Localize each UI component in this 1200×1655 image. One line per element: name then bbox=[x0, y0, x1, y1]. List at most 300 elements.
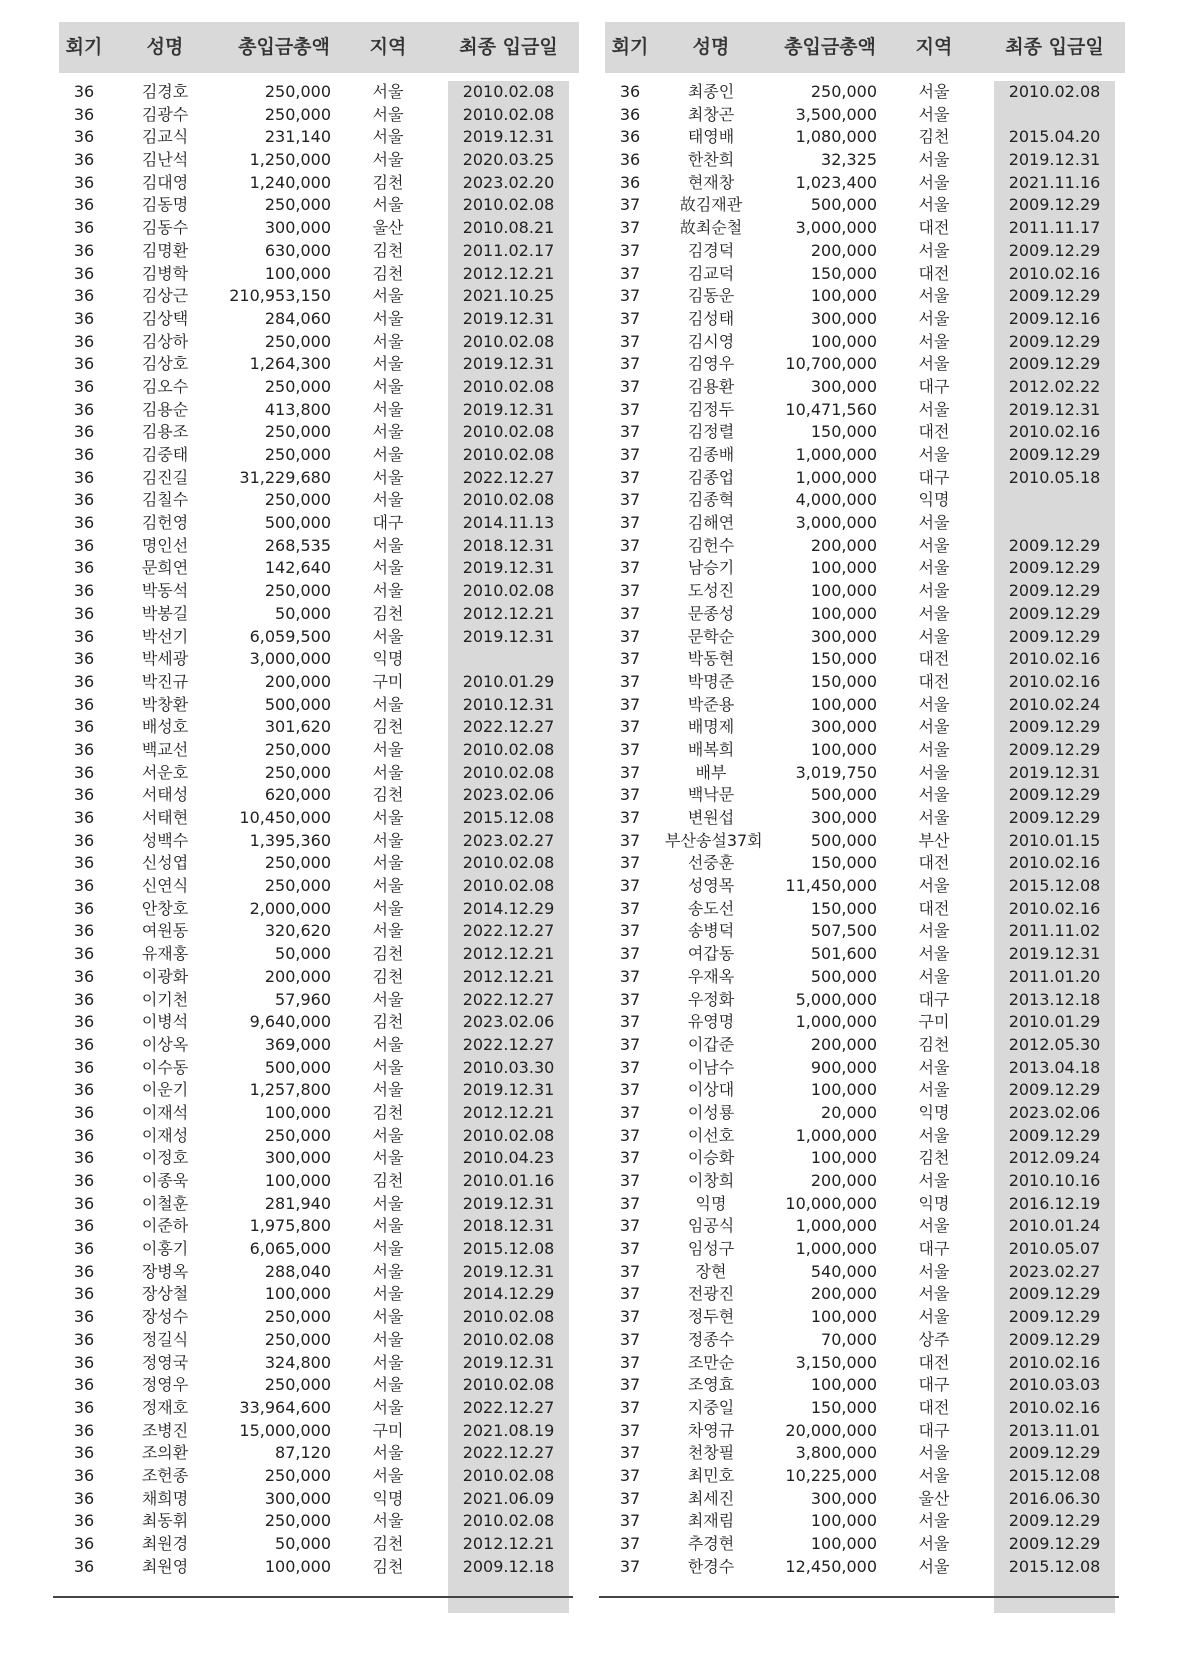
table-row bbox=[59, 1465, 579, 1488]
table-row bbox=[605, 81, 1125, 104]
row-name: 이정호 bbox=[141, 1148, 189, 1168]
row-round: 36 bbox=[73, 808, 95, 827]
row-round: 36 bbox=[73, 331, 95, 351]
row-date: 2009.12.29 bbox=[1008, 1329, 1101, 1349]
row-region: 서울 bbox=[372, 104, 404, 124]
row-region: 구미 bbox=[372, 671, 404, 691]
row-round: 37 bbox=[619, 490, 641, 510]
row-date: 2010.03.30 bbox=[462, 1057, 555, 1077]
row-round: 36 bbox=[73, 1057, 95, 1077]
row-round: 37 bbox=[619, 717, 641, 737]
row-region: 서울 bbox=[372, 354, 404, 374]
row-region: 서울 bbox=[918, 1171, 950, 1190]
row-date: 2023.02.20 bbox=[462, 172, 555, 192]
row-region: 서울 bbox=[918, 921, 950, 941]
row-region: 상주 bbox=[918, 1329, 950, 1349]
row-name: 조의환 bbox=[141, 1443, 189, 1463]
table-row bbox=[605, 1374, 1125, 1397]
row-region: 서울 bbox=[372, 1465, 404, 1485]
row-name: 김오수 bbox=[141, 376, 189, 396]
row-name: 정종수 bbox=[687, 1329, 735, 1349]
row-name: 김동수 bbox=[141, 218, 189, 238]
table-row bbox=[59, 1011, 579, 1034]
row-date: 2015.04.20 bbox=[1008, 127, 1101, 147]
row-date: 2009.12.29 bbox=[1008, 1511, 1101, 1531]
row-amount: 10,450,000 bbox=[239, 808, 331, 827]
row-round: 37 bbox=[619, 1284, 641, 1304]
row-round: 37 bbox=[619, 1261, 641, 1281]
row-name: 추경현 bbox=[687, 1534, 735, 1553]
row-date: 2012.05.30 bbox=[1008, 1034, 1101, 1054]
row-amount: 210,953,150 bbox=[229, 286, 331, 306]
row-round: 37 bbox=[619, 240, 641, 260]
row-round: 37 bbox=[619, 671, 641, 691]
table-body bbox=[605, 81, 1125, 1578]
row-date: 2010.01.29 bbox=[1008, 1012, 1101, 1032]
row-amount: 250,000 bbox=[264, 853, 331, 873]
table-row bbox=[59, 580, 579, 603]
row-date: 2009.12.29 bbox=[1008, 785, 1101, 805]
row-round: 37 bbox=[619, 218, 641, 238]
row-date: 2010.05.07 bbox=[1008, 1239, 1101, 1259]
table-row bbox=[605, 353, 1125, 376]
row-amount: 250,000 bbox=[264, 1307, 331, 1327]
row-region: 서울 bbox=[918, 1284, 950, 1304]
row-round: 37 bbox=[619, 1329, 641, 1349]
row-region: 서울 bbox=[372, 694, 404, 714]
header-name: 성명 bbox=[146, 36, 184, 58]
row-amount: 1,000,000 bbox=[795, 1125, 877, 1145]
row-amount: 300,000 bbox=[264, 1488, 331, 1508]
row-date: 2009.12.29 bbox=[1008, 354, 1101, 374]
row-date: 2010.02.08 bbox=[462, 581, 555, 601]
row-round: 36 bbox=[73, 762, 95, 782]
table-row bbox=[59, 331, 579, 354]
row-region: 서울 bbox=[918, 1057, 950, 1077]
row-name: 서운호 bbox=[141, 762, 189, 782]
table-row bbox=[59, 626, 579, 649]
row-name: 이병석 bbox=[141, 1012, 189, 1032]
row-amount: 5,000,000 bbox=[795, 989, 877, 1009]
row-date: 2010.01.16 bbox=[462, 1171, 555, 1190]
table-row bbox=[59, 1125, 579, 1148]
row-name: 이갑준 bbox=[687, 1034, 735, 1054]
row-name: 이광화 bbox=[141, 966, 189, 986]
row-region: 서울 bbox=[372, 376, 404, 396]
row-amount: 500,000 bbox=[264, 1057, 331, 1077]
row-amount: 250,000 bbox=[264, 1329, 331, 1349]
row-amount: 200,000 bbox=[810, 535, 877, 555]
row-region: 대전 bbox=[918, 263, 950, 283]
row-region: 대구 bbox=[918, 989, 950, 1009]
row-name: 신연식 bbox=[141, 876, 189, 896]
row-round: 36 bbox=[73, 876, 95, 896]
row-region: 서울 bbox=[918, 603, 950, 623]
row-region: 대전 bbox=[918, 671, 950, 691]
row-amount: 3,500,000 bbox=[795, 104, 877, 124]
row-amount: 32,325 bbox=[821, 150, 877, 170]
row-region: 서울 bbox=[372, 989, 404, 1009]
row-amount: 4,000,000 bbox=[795, 490, 877, 510]
row-amount: 100,000 bbox=[810, 1307, 877, 1327]
row-name: 조만순 bbox=[687, 1352, 735, 1372]
row-round: 37 bbox=[619, 853, 641, 873]
table-row bbox=[59, 1238, 579, 1261]
row-region: 울산 bbox=[372, 218, 404, 238]
row-name: 이종욱 bbox=[141, 1171, 189, 1190]
row-round: 37 bbox=[619, 1375, 641, 1395]
row-date: 2019.12.31 bbox=[462, 1193, 555, 1213]
table-bottom-rule bbox=[53, 1596, 573, 1598]
row-amount: 630,000 bbox=[264, 240, 331, 260]
table-row bbox=[59, 81, 579, 104]
row-round: 36 bbox=[73, 1102, 95, 1122]
table-row bbox=[605, 1034, 1125, 1057]
row-round: 37 bbox=[619, 1080, 641, 1100]
table-row bbox=[605, 875, 1125, 898]
row-name: 김교덕 bbox=[687, 263, 735, 283]
row-name: 김상호 bbox=[141, 354, 189, 374]
row-region: 서울 bbox=[372, 331, 404, 351]
row-region: 서울 bbox=[372, 1216, 404, 1236]
row-amount: 3,019,750 bbox=[795, 762, 877, 782]
table-row bbox=[605, 512, 1125, 535]
row-amount: 250,000 bbox=[264, 195, 331, 215]
row-amount: 301,620 bbox=[264, 717, 331, 737]
row-round: 36 bbox=[73, 445, 95, 464]
row-round: 37 bbox=[619, 603, 641, 623]
row-region: 서울 bbox=[372, 467, 404, 487]
row-round: 37 bbox=[619, 513, 641, 533]
row-date: 2009.12.29 bbox=[1008, 739, 1101, 759]
row-date: 2009.12.18 bbox=[462, 1556, 555, 1576]
table-row bbox=[59, 376, 579, 399]
row-date: 2015.12.08 bbox=[1008, 876, 1101, 896]
row-date: 2019.12.31 bbox=[1008, 399, 1101, 419]
table-row bbox=[59, 308, 579, 331]
row-date: 2018.12.31 bbox=[462, 1216, 555, 1236]
row-name: 배부 bbox=[695, 762, 727, 782]
row-name: 문희연 bbox=[141, 558, 189, 578]
row-amount: 9,640,000 bbox=[249, 1012, 331, 1032]
table-row bbox=[605, 1352, 1125, 1375]
row-date: 2010.01.15 bbox=[1008, 830, 1101, 850]
row-amount: 500,000 bbox=[264, 513, 331, 533]
row-region: 서울 bbox=[372, 399, 404, 419]
table-row bbox=[59, 1420, 579, 1443]
table-row bbox=[605, 1442, 1125, 1465]
table-row bbox=[59, 240, 579, 263]
row-region: 대전 bbox=[918, 898, 950, 918]
row-date: 2010.02.24 bbox=[1008, 694, 1101, 714]
header-date: 최종 입금일 bbox=[459, 36, 558, 58]
row-amount: 1,264,300 bbox=[249, 354, 331, 374]
row-name: 지중일 bbox=[687, 1397, 735, 1417]
row-name: 김성태 bbox=[687, 308, 735, 328]
row-date: 2014.12.29 bbox=[462, 1284, 555, 1304]
row-region: 부산 bbox=[918, 830, 950, 850]
row-round: 37 bbox=[619, 898, 641, 918]
row-name: 이철훈 bbox=[141, 1193, 189, 1213]
row-round: 36 bbox=[619, 104, 641, 124]
row-region: 서울 bbox=[918, 82, 950, 101]
table-row bbox=[605, 399, 1125, 422]
row-date: 2009.12.29 bbox=[1008, 331, 1101, 351]
table-row bbox=[605, 1147, 1125, 1170]
table-row bbox=[605, 263, 1125, 286]
row-date: 2009.12.29 bbox=[1008, 717, 1101, 737]
row-round: 36 bbox=[73, 354, 95, 374]
row-date: 2010.12.31 bbox=[462, 694, 555, 714]
table-row bbox=[59, 421, 579, 444]
row-round: 36 bbox=[73, 649, 95, 669]
row-round: 36 bbox=[73, 1148, 95, 1168]
row-region: 서울 bbox=[918, 1216, 950, 1236]
row-amount: 150,000 bbox=[810, 1397, 877, 1417]
row-amount: 100,000 bbox=[810, 1511, 877, 1531]
row-region: 서울 bbox=[372, 1307, 404, 1327]
row-round: 36 bbox=[73, 581, 95, 601]
row-name: 변원섭 bbox=[687, 808, 735, 827]
row-name: 박명준 bbox=[687, 671, 735, 691]
header-amount: 총입금총액 bbox=[784, 36, 876, 58]
row-name: 김대영 bbox=[141, 172, 189, 192]
table-row bbox=[59, 1102, 579, 1125]
row-name: 서태현 bbox=[141, 808, 189, 827]
row-amount: 57,960 bbox=[275, 989, 331, 1009]
row-region: 서울 bbox=[372, 150, 404, 170]
row-amount: 100,000 bbox=[264, 1171, 331, 1190]
table-row bbox=[605, 784, 1125, 807]
row-round: 36 bbox=[73, 558, 95, 578]
row-round: 37 bbox=[619, 694, 641, 714]
row-region: 김천 bbox=[372, 172, 404, 192]
table-row bbox=[605, 557, 1125, 580]
row-name: 최원영 bbox=[141, 1556, 189, 1576]
row-round: 36 bbox=[73, 1511, 95, 1531]
row-round: 36 bbox=[73, 1352, 95, 1372]
row-region: 김천 bbox=[372, 263, 404, 283]
row-region: 대전 bbox=[918, 422, 950, 442]
row-date: 2012.12.21 bbox=[462, 263, 555, 283]
row-date: 2023.02.27 bbox=[1008, 1261, 1101, 1281]
row-round: 37 bbox=[619, 1465, 641, 1485]
row-name: 최원경 bbox=[141, 1534, 189, 1553]
row-round: 36 bbox=[73, 1420, 95, 1440]
row-round: 37 bbox=[619, 1125, 641, 1145]
row-round: 36 bbox=[73, 785, 95, 805]
row-name: 정영우 bbox=[141, 1375, 189, 1395]
table-row bbox=[605, 603, 1125, 626]
row-date: 2019.12.31 bbox=[1008, 150, 1101, 170]
table-bottom-rule bbox=[599, 1596, 1119, 1598]
row-name: 김용순 bbox=[141, 399, 189, 419]
table-body bbox=[59, 81, 579, 1578]
row-date: 2019.12.31 bbox=[1008, 762, 1101, 782]
table-row bbox=[605, 580, 1125, 603]
row-amount: 100,000 bbox=[810, 581, 877, 601]
row-date: 2010.02.16 bbox=[1008, 263, 1101, 283]
row-round: 37 bbox=[619, 263, 641, 283]
table-row bbox=[605, 943, 1125, 966]
row-round: 37 bbox=[619, 308, 641, 328]
row-region: 서울 bbox=[918, 286, 950, 306]
row-date: 2011.11.02 bbox=[1008, 921, 1101, 941]
row-name: 천창필 bbox=[687, 1443, 735, 1463]
row-name: 정재호 bbox=[141, 1397, 189, 1417]
row-date: 2015.12.08 bbox=[462, 1239, 555, 1259]
row-date: 2023.02.06 bbox=[1008, 1102, 1101, 1122]
row-name: 김동운 bbox=[687, 286, 735, 306]
row-name: 현재창 bbox=[687, 172, 735, 192]
row-name: 선중훈 bbox=[687, 853, 735, 873]
row-amount: 288,040 bbox=[264, 1261, 331, 1281]
row-amount: 10,000,000 bbox=[785, 1193, 877, 1213]
table-row bbox=[59, 217, 579, 240]
table-row bbox=[605, 489, 1125, 512]
row-name: 태영배 bbox=[687, 127, 735, 147]
row-amount: 300,000 bbox=[264, 1148, 331, 1168]
row-round: 36 bbox=[73, 694, 95, 714]
row-name: 이재성 bbox=[141, 1125, 189, 1145]
row-round: 37 bbox=[619, 944, 641, 964]
table-row bbox=[605, 217, 1125, 240]
row-round: 36 bbox=[73, 830, 95, 850]
row-name: 김경덕 bbox=[687, 240, 735, 260]
row-region: 서울 bbox=[372, 739, 404, 759]
row-round: 37 bbox=[619, 739, 641, 759]
row-amount: 12,450,000 bbox=[785, 1556, 877, 1576]
row-name: 최세진 bbox=[687, 1488, 735, 1508]
row-date: 2018.12.31 bbox=[462, 535, 555, 555]
row-region: 서울 bbox=[372, 1080, 404, 1100]
row-date: 2022.12.27 bbox=[462, 1397, 555, 1417]
row-name: 안창호 bbox=[141, 898, 189, 918]
row-amount: 300,000 bbox=[810, 376, 877, 396]
row-amount: 300,000 bbox=[810, 308, 877, 328]
row-amount: 100,000 bbox=[264, 1102, 331, 1122]
row-region: 서울 bbox=[918, 354, 950, 374]
row-date: 2010.02.16 bbox=[1008, 1352, 1101, 1372]
row-name: 조헌종 bbox=[141, 1465, 189, 1485]
row-name: 명인선 bbox=[141, 535, 189, 555]
table-row bbox=[605, 104, 1125, 127]
row-round: 36 bbox=[73, 172, 95, 192]
row-amount: 6,059,500 bbox=[249, 626, 331, 646]
table-row bbox=[59, 1215, 579, 1238]
row-amount: 1,395,360 bbox=[249, 830, 331, 850]
row-round: 37 bbox=[619, 1171, 641, 1190]
row-amount: 250,000 bbox=[264, 762, 331, 782]
row-round: 37 bbox=[619, 830, 641, 850]
row-amount: 250,000 bbox=[264, 1125, 331, 1145]
row-round: 36 bbox=[73, 1239, 95, 1259]
row-amount: 3,150,000 bbox=[795, 1352, 877, 1372]
row-amount: 500,000 bbox=[810, 966, 877, 986]
row-amount: 500,000 bbox=[264, 694, 331, 714]
table-row bbox=[605, 444, 1125, 467]
row-amount: 1,250,000 bbox=[249, 150, 331, 170]
row-date: 2010.02.08 bbox=[462, 1465, 555, 1485]
row-name: 김난석 bbox=[141, 150, 189, 170]
table-row bbox=[59, 716, 579, 739]
row-round: 37 bbox=[619, 1556, 641, 1576]
table-row bbox=[59, 512, 579, 535]
row-region: 서울 bbox=[918, 762, 950, 782]
row-region: 대구 bbox=[372, 513, 404, 533]
row-region: 서울 bbox=[372, 626, 404, 646]
row-region: 대구 bbox=[918, 1375, 950, 1395]
row-date: 2019.12.31 bbox=[1008, 944, 1101, 964]
row-round: 36 bbox=[73, 1443, 95, 1463]
row-round: 36 bbox=[73, 308, 95, 328]
row-date: 2010.02.08 bbox=[462, 853, 555, 873]
row-round: 36 bbox=[619, 172, 641, 192]
row-region: 서울 bbox=[372, 422, 404, 442]
row-region: 서울 bbox=[918, 240, 950, 260]
row-region: 서울 bbox=[372, 82, 404, 101]
row-name: 박세광 bbox=[141, 649, 189, 669]
row-date: 2016.06.30 bbox=[1008, 1488, 1101, 1508]
row-region: 서울 bbox=[918, 150, 950, 170]
row-round: 37 bbox=[619, 1307, 641, 1327]
table-row bbox=[605, 285, 1125, 308]
row-region: 서울 bbox=[918, 1556, 950, 1576]
row-amount: 300,000 bbox=[264, 218, 331, 238]
table-row bbox=[605, 331, 1125, 354]
row-name: 장상철 bbox=[141, 1284, 189, 1304]
row-amount: 200,000 bbox=[810, 1171, 877, 1190]
row-amount: 369,000 bbox=[264, 1034, 331, 1054]
row-round: 36 bbox=[73, 1488, 95, 1508]
row-amount: 142,640 bbox=[264, 558, 331, 578]
row-region: 서울 bbox=[918, 808, 950, 827]
row-region: 서울 bbox=[918, 1125, 950, 1145]
row-region: 서울 bbox=[372, 898, 404, 918]
donor-table-right bbox=[605, 22, 1125, 1578]
row-name: 박준용 bbox=[687, 694, 735, 714]
row-amount: 1,000,000 bbox=[795, 1216, 877, 1236]
row-date: 2011.01.20 bbox=[1008, 966, 1101, 986]
row-round: 36 bbox=[73, 104, 95, 124]
row-region: 익명 bbox=[372, 649, 404, 669]
table-header bbox=[605, 22, 1125, 73]
row-date: 2022.12.27 bbox=[462, 467, 555, 487]
row-region: 서울 bbox=[918, 694, 950, 714]
row-amount: 1,023,400 bbox=[795, 172, 877, 192]
row-date: 2010.03.03 bbox=[1008, 1375, 1101, 1395]
row-date: 2022.12.27 bbox=[462, 1034, 555, 1054]
row-date: 2012.09.24 bbox=[1008, 1148, 1101, 1168]
table-row bbox=[59, 762, 579, 785]
row-region: 익명 bbox=[918, 1102, 950, 1122]
row-region: 서울 bbox=[918, 535, 950, 555]
row-date: 2010.02.08 bbox=[462, 1125, 555, 1145]
row-region: 서울 bbox=[918, 195, 950, 215]
row-amount: 3,000,000 bbox=[249, 649, 331, 669]
row-name: 배명제 bbox=[687, 717, 735, 737]
row-region: 서울 bbox=[372, 1511, 404, 1531]
row-amount: 10,225,000 bbox=[785, 1465, 877, 1485]
table-row bbox=[605, 830, 1125, 853]
row-date: 2009.12.29 bbox=[1008, 1307, 1101, 1327]
row-round: 36 bbox=[73, 1012, 95, 1032]
row-round: 36 bbox=[73, 422, 95, 442]
row-amount: 200,000 bbox=[810, 1284, 877, 1304]
row-name: 이운기 bbox=[141, 1080, 189, 1100]
row-date: 2012.12.21 bbox=[462, 966, 555, 986]
row-amount: 100,000 bbox=[810, 739, 877, 759]
